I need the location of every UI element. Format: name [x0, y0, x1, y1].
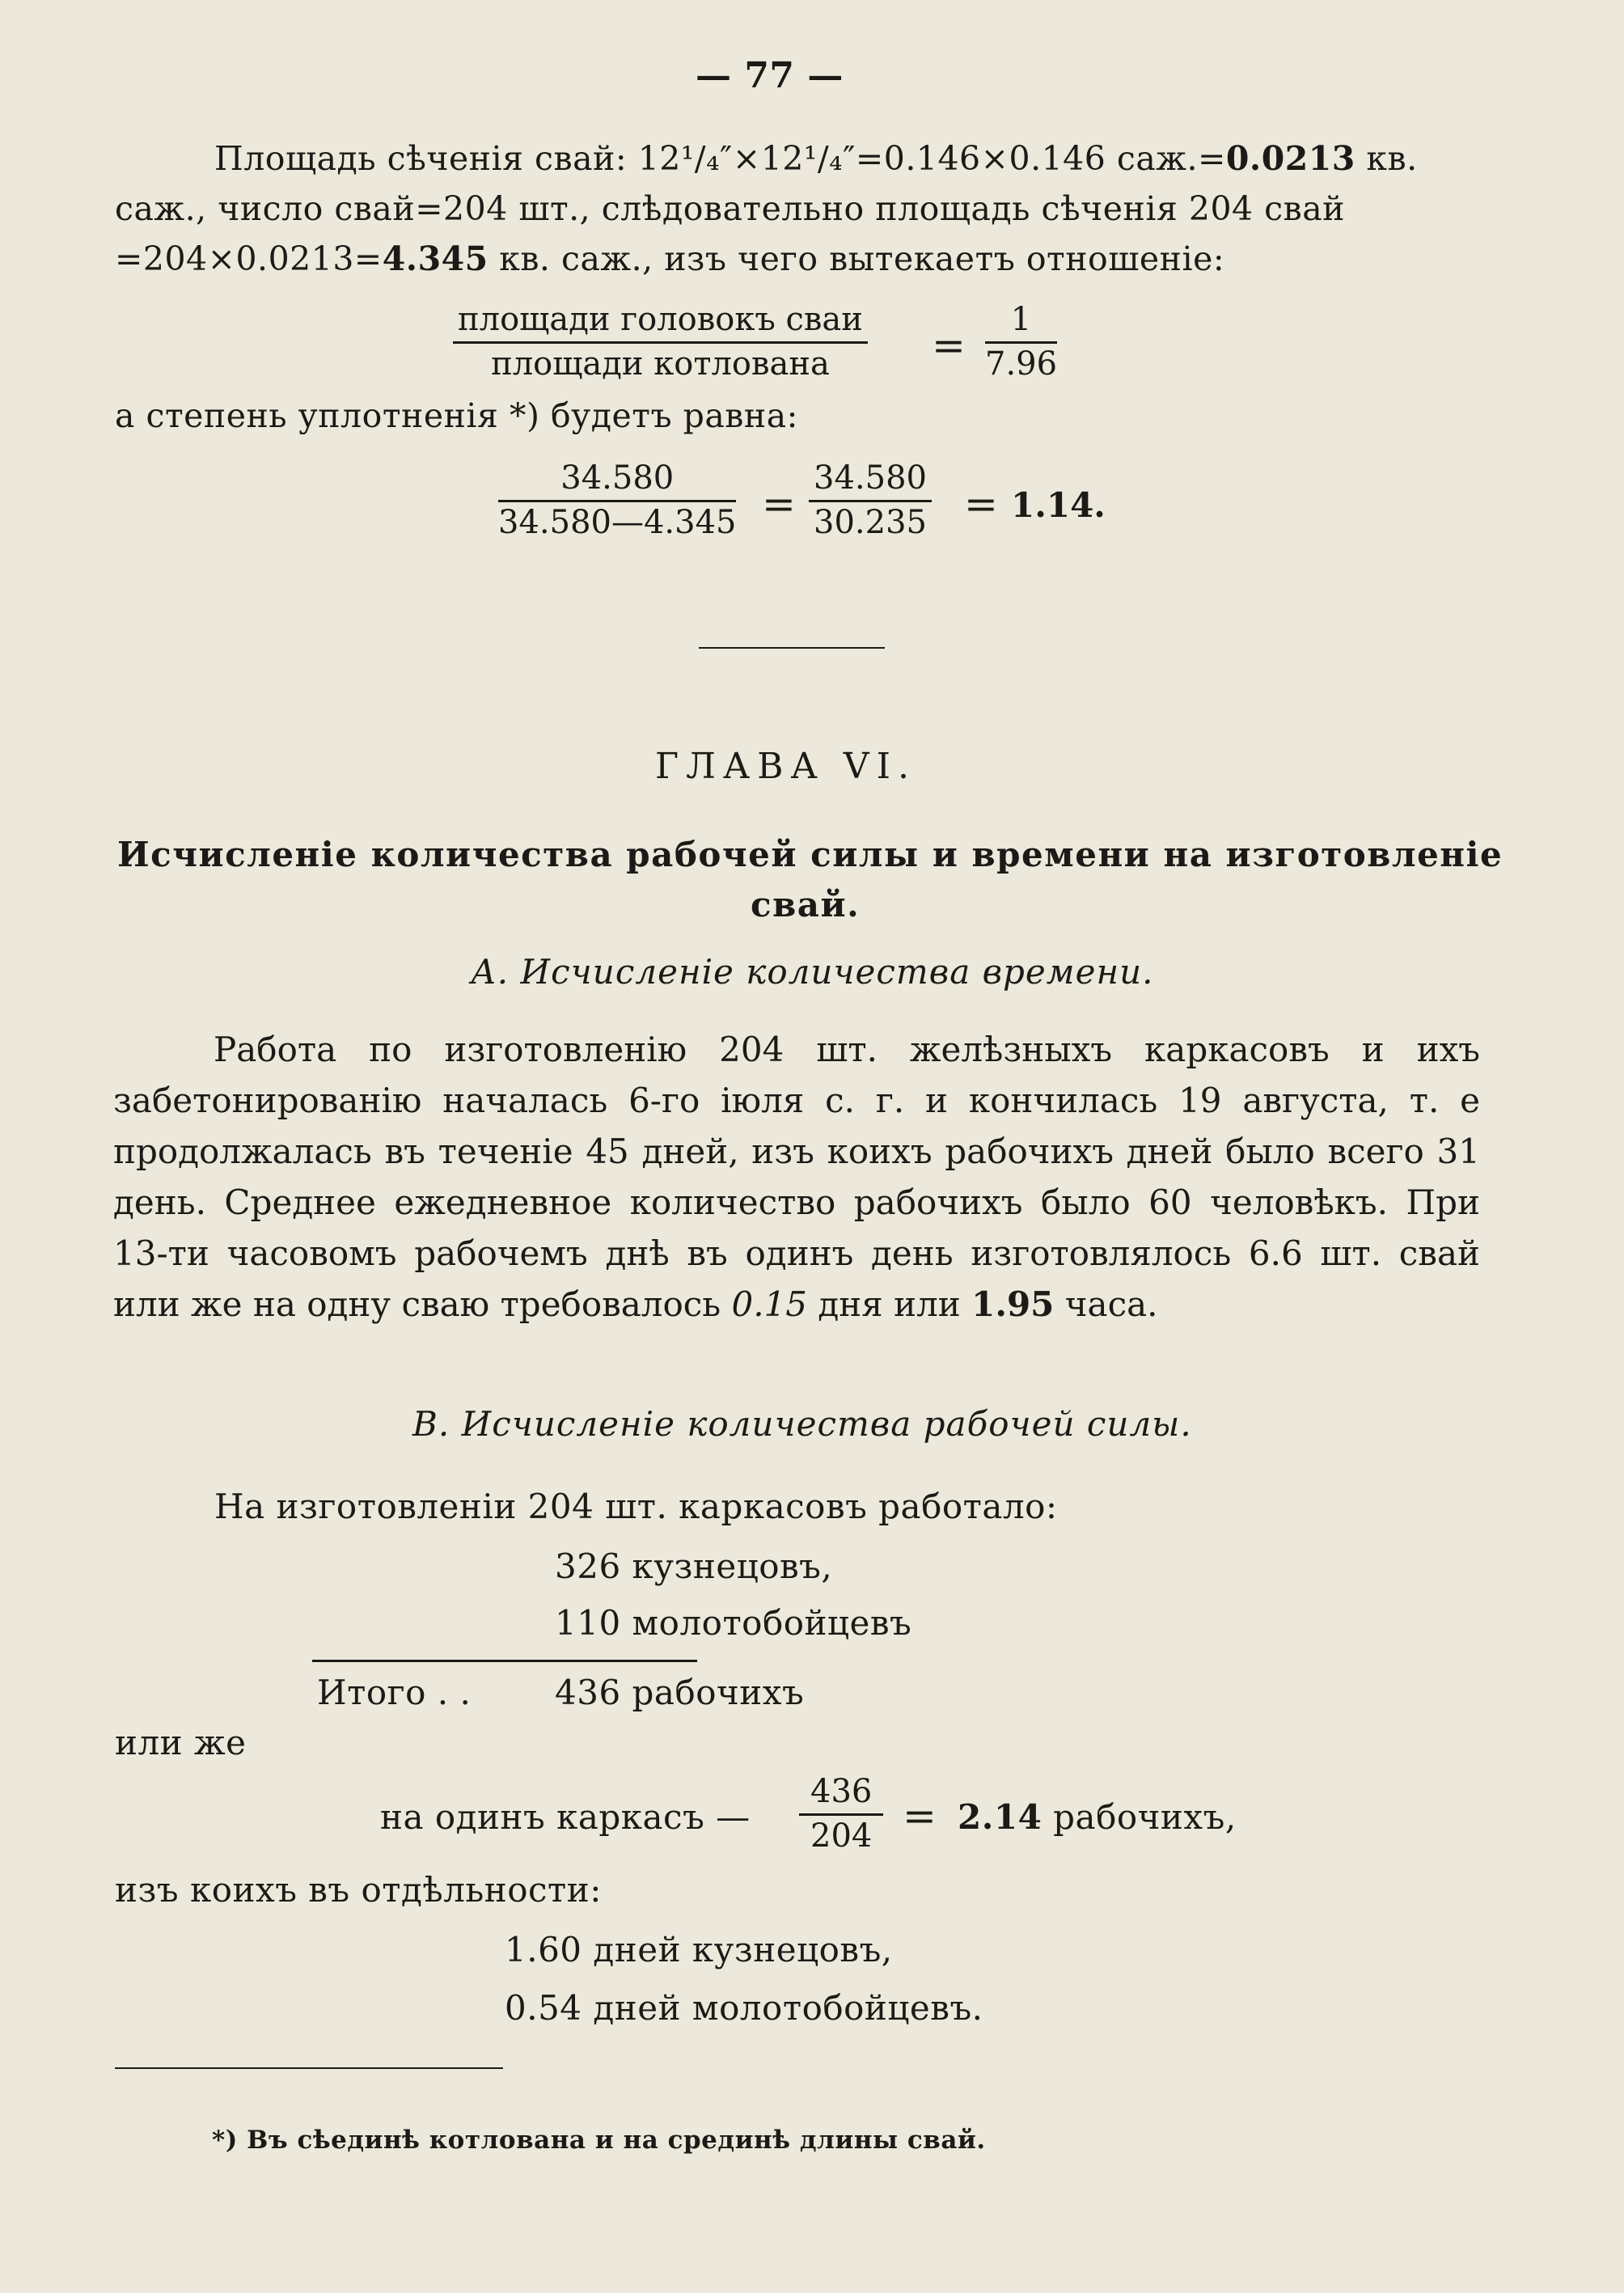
or-line: или же — [115, 1723, 247, 1762]
breakdown-smiths: 1.60 дней кузнецовъ, — [505, 1930, 893, 1969]
ratio1-denominator: площади котлована — [491, 345, 830, 383]
para1-line3-start: =204×0.0213= — [115, 239, 383, 278]
para2-text: Работа по изготовленію 204 шт. желѣзныхъ каркасовъ и ихъ забетонированію началась 6-го іюля с. г. и кончилась 19 августа, т. е продолжалась въ теченіе 45 дней, изъ коихъ рабочихъ дней было всего 31 день. Среднее ежедневное количество рабочихъ было 60 человѣкъ. При 13-ти часовомъ рабочемъ днѣ въ одинъ день изготовлялось 6.6 шт. свай или же на одну сваю требовалось — [113, 1030, 1480, 1324]
per-frame-result: 2.14 — [958, 1797, 1042, 1837]
ratio2-denominator-2: 30.235 — [814, 504, 927, 541]
compaction-line: а степень уплотненія *) будетъ равна: — [115, 396, 798, 435]
para2-italic-value: 0.15 — [731, 1284, 808, 1324]
ratio2-fraction-2 — [809, 459, 932, 541]
ratio1-fraction — [453, 301, 868, 383]
ratio2-fraction-1 — [498, 459, 736, 541]
chapter-title: ГЛАВА VI. — [655, 746, 916, 787]
para1-line3-end: кв. саж., изъ чего вытекаетъ отношеніе: — [488, 239, 1225, 278]
para1-line3-bold: 4.345 — [382, 239, 488, 278]
footnote-rule — [115, 2067, 503, 2069]
ratio2-numerator-1: 34.580 — [498, 459, 736, 502]
para2-bold-value: 1.95 — [971, 1284, 1055, 1324]
ratio1-value-numerator: 1 — [985, 301, 1057, 344]
ratio1-equals: = — [932, 322, 966, 369]
worker-item-smiths: 326 кузнецовъ, — [555, 1546, 833, 1586]
ratio1-value-denominator: 7.96 — [985, 345, 1058, 383]
per-frame-equals: = — [903, 1792, 937, 1839]
per-frame-denominator: 204 — [810, 1817, 873, 1855]
per-frame-numerator: 436 — [799, 1773, 883, 1816]
per-frame-suffix: рабочихъ, — [1042, 1797, 1237, 1837]
breakdown-hammerers: 0.54 дней молотобойцевъ. — [505, 1988, 983, 2028]
ratio2-numerator-2: 34.580 — [809, 459, 932, 502]
ratio2-equals-1: = — [762, 480, 796, 527]
ratio2-result: 1.14. — [1011, 485, 1106, 525]
para1-line1-text: Площадь сѣченія свай: 12¹/₄″×12¹/₄″=0.146×0.146 саж.= — [214, 139, 1226, 178]
section-divider — [699, 647, 885, 649]
work-intro: На изготовленіи 204 шт. каркасовъ работало: — [214, 1487, 1058, 1526]
para1-line3 — [115, 239, 1224, 278]
para2 — [113, 1024, 1480, 1330]
ratio2-denominator-1: 34.580—4.345 — [498, 504, 737, 541]
para1-line1-end: кв. — [1355, 139, 1418, 178]
of-which-line: изъ коихъ въ отдѣльности: — [115, 1870, 602, 1910]
total-label: Итого . . — [317, 1673, 472, 1712]
subsection-a-title: А. Исчисленіе количества времени. — [471, 952, 1154, 992]
section-title-line1: Исчисленіе количества рабочей силы и времени на изготовленіе — [117, 835, 1503, 874]
footnote: *) Въ сѣединѣ котлована и на срединѣ длины свай. — [212, 2126, 986, 2155]
ratio2-equals-2: = — [964, 480, 998, 527]
para1-line1-bold: 0.0213 — [1225, 139, 1355, 178]
para1-line2: саж., число свай=204 шт., слѣдовательно площадь сѣченія 204 свай — [115, 189, 1345, 228]
per-frame-fraction — [799, 1773, 883, 1855]
ratio1-numerator: площади головокъ сваи — [453, 301, 868, 344]
page-number: — 77 — — [696, 55, 844, 96]
total-rule — [312, 1660, 697, 1662]
ratio1-value-fraction — [985, 301, 1057, 383]
worker-item-hammerers: 110 молотобойцевъ — [555, 1603, 912, 1643]
para1-line1 — [214, 139, 1418, 178]
subsection-b-title: В. Исчисленіе количества рабочей силы. — [412, 1404, 1192, 1444]
total-value: 436 рабочихъ — [555, 1673, 805, 1712]
para2-mid: дня или — [807, 1284, 972, 1324]
section-title-line2: свай. — [751, 885, 861, 924]
para2-end: часа. — [1054, 1284, 1158, 1324]
per-frame-prefix: на одинъ каркасъ — — [380, 1797, 751, 1837]
per-frame-result-line — [958, 1797, 1237, 1837]
